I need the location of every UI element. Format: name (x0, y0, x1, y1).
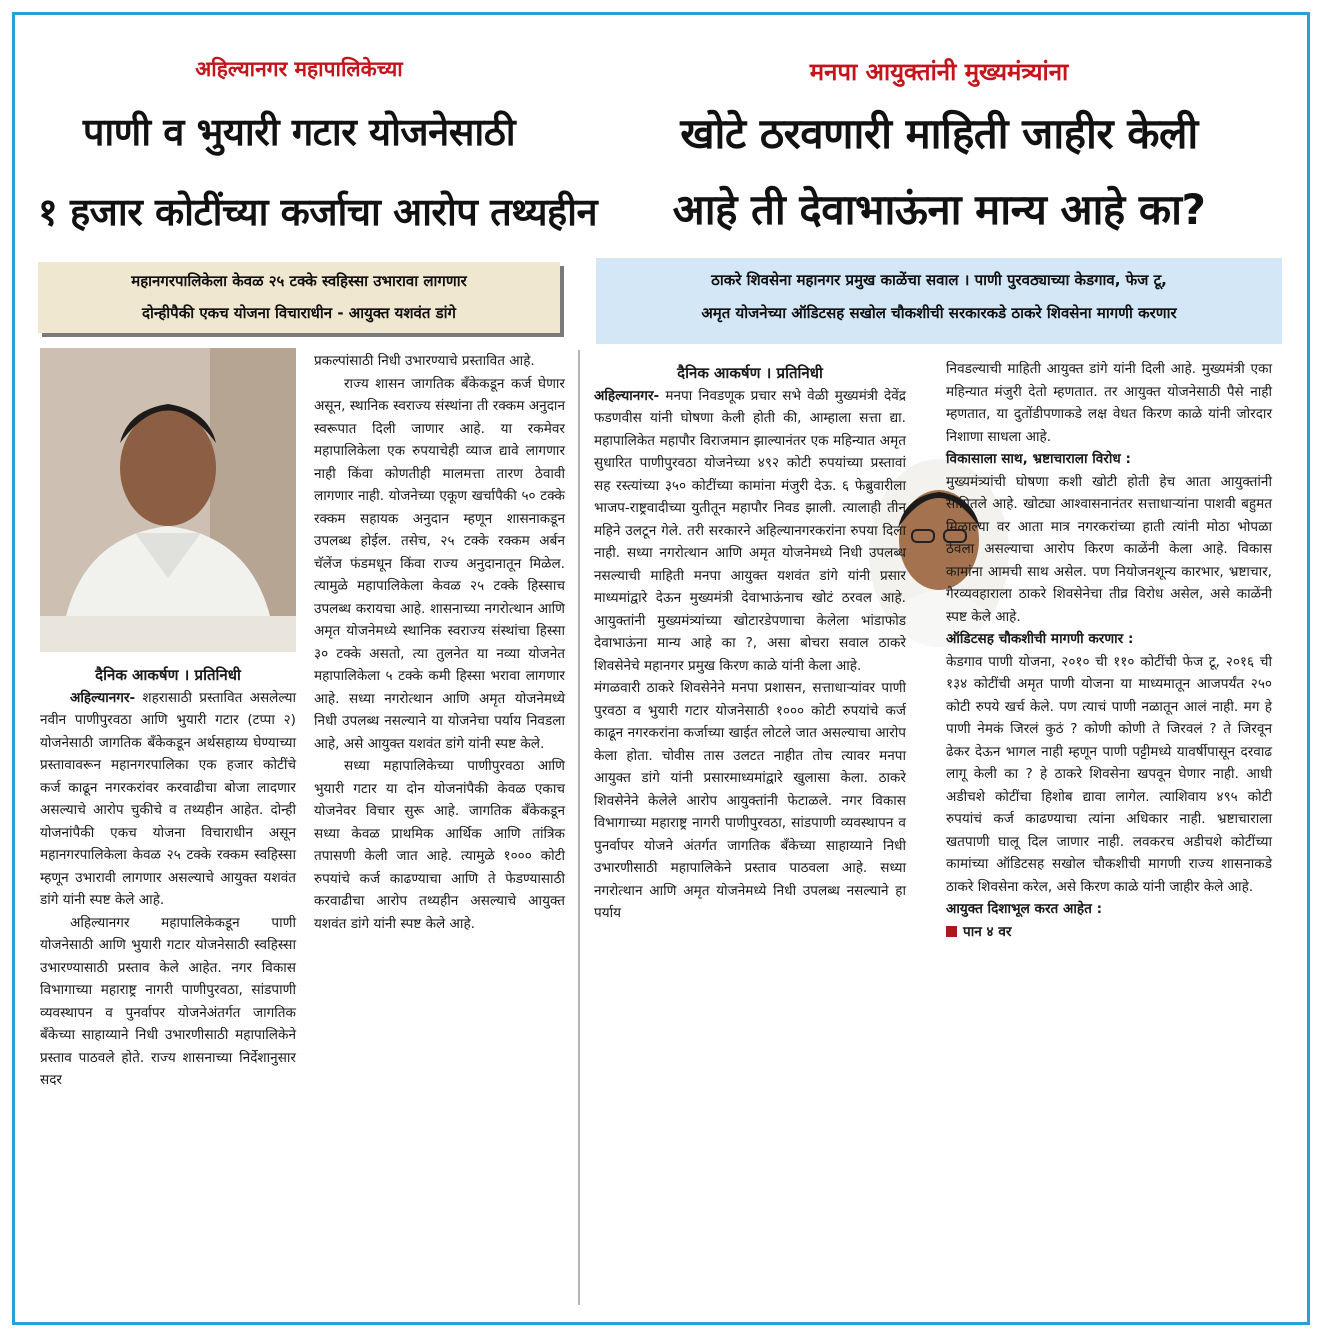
continuation-text: पान ४ वर (963, 923, 1012, 940)
right-subhead-development: विकासाला साथ, भ्रष्टाचाराला विरोध : (946, 451, 1131, 467)
right-col2-para3: केडगाव पाणी योजना, २०१० ची ११० कोटींची फेज टू, २०१६ ची १३४ कोटींची अमृत पाणी योजना या माध्यमातून आजपर्यंत २५० कोटी रुपये खर्च केले. पण त्याचं पाणी नळातून आलं नाही. मग हे पाणी नेमकं जिरलं कुठं ? कोणी कोणी ते जिरवलं ? ते जिरवून ढेकर देऊन भागल नाही म्हणून पाणी पट्टीमध्ये यावर्षीपासून दरवाढ लागू केली का ? हे ठाकरे शिवसेना खपवून घेणार नाही. आधी अडीचशे कोटींचा हिशोब द्यावा लागेल. त्याशिवाय ४९५ कोटी रुपयांचं कर्ज काढण्याचा त्यांना अधिकार नाही. भ्रष्टाचाराला खतपाणी घालू दिल जाणार नाही. लवकरच अडीचशे कोटींच्या कामांच्या ऑडिटसह सखोल चौकशीची मागणी राज्य शासनाकडे ठाकरे शिवसेना करेल, असे किरण काळे यांनी जाहीर केले आहे. (946, 653, 1272, 895)
continuation-line[interactable] (946, 921, 1272, 944)
left-subheading-line2: दोन्हीपैकी एकच योजना विचाराधीन - आयुक्त यशवंत डांगे (141, 304, 456, 322)
left-col2-para3: सध्या महापालिकेच्या पाणीपुरवठा आणि भुयारी गटार या दोन योजनांपैकी केवळ एकाच योजनेवर विचार सुरू आहे. जागतिक बँकेकडून सध्या केवळ प्राथमिक आर्थिक आणि तांत्रिक तपासणी केली जात आहे. त्यामुळे १००० कोटी रुपयांचे कर्ज काढण्याचा आणि ते फेडण्यासाठी करवाढीचा आरोप तथ्यहीन असल्याचे आयुक्त यशवंत डांगे यांनी स्पष्ट केले आहे. (314, 758, 565, 932)
right-subhead-misleading: आयुक्त दिशाभूल करत आहेत : (946, 901, 1103, 917)
right-headline-line1: खोटे ठरवणारी माहिती जाहीर केली (680, 109, 1198, 158)
left-subheading-box (38, 262, 560, 333)
left-dateline: अहिल्यानगर- (70, 689, 136, 706)
left-col1-para2: अहिल्यानगर महापालिकेकडून पाणी योजनेसाठी आणि भुयारी गटार योजनेसाठी स्वहिस्सा उभारण्यासाठी प्रस्ताव केले आहेत. नगर विकास विभागाच्या महाराष्ट्र नागरी पाणीपुरवठा, सांडपाणी व्यवस्थापन व पुनर्वापर योजनेअंतर्गत जागतिक बँकेच्या साहाय्याने निधी उभारणीसाठी महापालिकेने प्रस्ताव पाठवले होते. राज्य शासनाच्या निर्देशानुसार सदर (40, 914, 296, 1088)
left-col2-para2: राज्य शासन जागतिक बँकेकडून कर्ज घेणार असून, स्थानिक स्वराज्य संस्थांना ती रक्कम अनुदान स्वरूपात दिली जाणार आहे. या रकमेवर महापालिकेला एक रुपयाचेही व्याज द्यावे लागणार नाही किंवा कोणतीही मालमत्ता तारण ठेवावी लागणार नाही. योजनेच्या एकूण खर्चापैकी ५० टक्के रक्कम सहायक अनुदान म्हणून शासनाकडून उपलब्ध होईल. तसेच, २५ टक्के रक्कम अर्बन चॅलेंज फंडमधून किंवा राज्य अनुदानातून मिळेल. त्यामुळे महापालिकेला केवळ २५ टक्के हिस्साच उपलब्ध करायचा आहे. शासनाच्या नगरोत्थान आणि अमृत योजनेमध्ये स्थानिक स्वराज्य संस्थांचा हिस्सा ३० टक्के असतो, त्या तुलनेत या नव्या योजनेत महापालिकेला ५ टक्के कमी हिस्सा भरावा लागणार आहे. सध्या नगरोत्थान आणि अमृत योजनेमध्ये निधी उपलब्ध नसल्याने या योजनेचा पर्याय निवडला आहे, असे आयुक्त यशवंत डांगे यांनी स्पष्ट केले. (314, 375, 565, 752)
left-col2-para1: प्रकल्पांसाठी निधी उभारण्याचे प्रस्तावित आहे. (314, 353, 535, 369)
right-byline: दैनिक आकर्षण । प्रतिनिधी (677, 364, 823, 382)
right-dateline: अहिल्यानगर- (594, 387, 660, 404)
right-subheading-line1: ठाकरे शिवसेना महानगर प्रमुख काळेंचा सवाल । पाणी पुरवठ्याच्या केडगाव, फेज टू, (711, 271, 1167, 289)
commissioner-photo (40, 348, 296, 652)
left-column-1 (40, 664, 296, 1092)
right-subheading-line2: अमृत योजनेच्या ऑडिटसह सखोल चौकशीची सरकारकडे ठाकरे शिवसेना मागणी करणार (701, 304, 1177, 322)
continuation-bullet-icon (946, 926, 957, 937)
left-col1-para1: शहरासाठी प्रस्तावित असलेल्या नवीन पाणीपुरवठा आणि भुयारी गटार (टप्पा २) योजनेसाठी जागतिक बँकेकडून अर्थसहाय्य घेण्याच्या प्रस्तावावरून महानगरपालिका एक हजार कोटींचे कर्ज काढून नगरकरांवर करवाढीचा बोजा लादणार असल्याचे आरोप चुकीचे व तथ्यहीन आहेत. दोन्ही योजनांपैकी एकच योजना विचाराधीन असून महानगरपालिकेला केवळ २५ टक्के रक्कम स्वहिस्सा म्हणून उभारावी लागणार असल्याचे आयुक्त यशवंत डांगे यांनी स्पष्ट केले आहे. (40, 689, 296, 908)
left-kicker: अहिल्यानगर महापालिकेच्या (195, 57, 403, 81)
commissioner-portrait-icon (40, 348, 296, 652)
left-subheading-line1: महानगरपालिकेला केवळ २५ टक्के स्वहिस्सा उभारावा लागणार (131, 272, 467, 290)
right-subhead-audit: ऑडिटसह चौकशीची मागणी करणार : (946, 631, 1134, 647)
left-byline: दैनिक आकर्षण । प्रतिनिधी (95, 666, 241, 684)
right-column-1 (594, 362, 906, 925)
right-column-2 (946, 358, 1272, 943)
right-col1-para2: मंगळवारी ठाकरे शिवसेनेने मनपा प्रशासन, सत्ताधाऱ्यांवर पाणी पुरवठा व भुयारी गटार योजनेसाठी १००० कोटी रुपयांचे कर्ज काढून नगरकरांना कर्जाच्या खाईत लोटले जात असल्याचा आरोप केला होता. चोवीस तास उलटत नाहीत तोच त्यावर मनपा आयुक्त डांगे यांनी प्रसारमाध्यमांद्वारे खुलासा केला. ठाकरे शिवसेनेने केलेले आरोप आयुक्तांनी फेटाळले. नगर विकास विभागाच्या महाराष्ट्र नागरी पाणीपुरवठा, सांडपाणी व्यवस्थापन व पुनर्वापर योजने अंतर्गत जागतिक बँकेच्या साहाय्याने निधी उभारणीसाठी महापालिकेने प्रस्ताव पाठवला आहे. सध्या नगरोत्थान आणि अमृत योजनेमध्ये निधी उपलब्ध नसल्याने हा पर्याय (594, 680, 906, 921)
left-headline-line1: पाणी व भुयारी गटार योजनेसाठी (82, 110, 516, 154)
column-divider (578, 350, 580, 1305)
right-col2-para1: निवडल्याची माहिती आयुक्त डांगे यांनी दिली आहे. मुख्यमंत्री एका महिन्यात मंजुरी देतो म्हणतात. तर आयुक्त योजनेसाठी पैसे नाही म्हणतात, या दुतोंडीपणाकडे लक्ष वेधत किरण काळे यांनी जोरदार निशाणा साधला आहे. (946, 361, 1272, 445)
left-column-2 (314, 350, 565, 935)
right-subheading-box (596, 258, 1282, 344)
right-col2-para2: मुख्यमंत्र्यांची घोषणा कशी खोटी होती हेच आता आयुक्तांनी सांगितले आहे. खोट्या आश्वासनानंतर सत्ताधाऱ्यांना पाशवी बहुमत मिळाल्या वर आता मात्र नगरकरांच्या हाती त्यांनी मोठा भोपळा ठेवला असल्याचा आरोप किरण काळेंनी केला आहे. विकास कामांना आमची साथ असेल. पण नियोजनशून्य कारभार, भ्रष्टाचार, गैरव्यवहाराला ठाकरे शिवसेनेचा तीव्र विरोध असेल, असे काळेंनी स्पष्ट केले आहे. (946, 473, 1272, 625)
left-headline-line2: १ हजार कोटींच्या कर्जाचा आरोप तथ्यहीन (38, 190, 598, 234)
right-kicker: मनपा आयुक्तांनी मुख्यमंत्र्यांना (809, 58, 1069, 86)
right-col1-para1: मनपा निवडणूक प्रचार सभे वेळी मुख्यमंत्री देवेंद्र फडणवीस यांनी घोषणा केली होती की, आम्हाला सत्ता द्या. महापालिकेत महापौर विराजमान झाल्यानंतर एक महिन्यात अमृत सुधारित पाणीपुरवठा योजनेच्या ४९२ कोटी रुपयांच्या प्रस्तावां सह रस्त्यांच्या ३५० कोटींच्या कामांना मंजुरी देऊ. ६ फेब्रुवारीला भाजप-राष्ट्रवादीच्या युतीतून महापौर निवड झाली. त्यालाही तीन महिने उलटून गेले. तरी सरकारने अहिल्यानगरकरांना रुपया दिला नाही. सध्या नगरोत्थान आणि अमृत योजनेमध्ये निधी उपलब्ध नसल्याची माहिती मनपा आयुक्त यशवंत डांगे यांनी प्रसार माध्यमांद्वारे देऊन मुख्यमंत्री देवाभाऊंनाच खोटं ठरवल आहे. आयुक्तांनी मुख्यमंत्र्यांच्या खोटारडेपणाचा केलेला भांडाफोड देवाभाऊंना मान्य आहे का ?, असा बोचरा सवाल ठाकरे शिवसेनेचे महानगर प्रमुख किरण काळे यांनी केला आहे. (594, 387, 906, 674)
right-headline-line2: आहे ती देवाभाऊंना मान्य आहे का? (672, 185, 1206, 234)
